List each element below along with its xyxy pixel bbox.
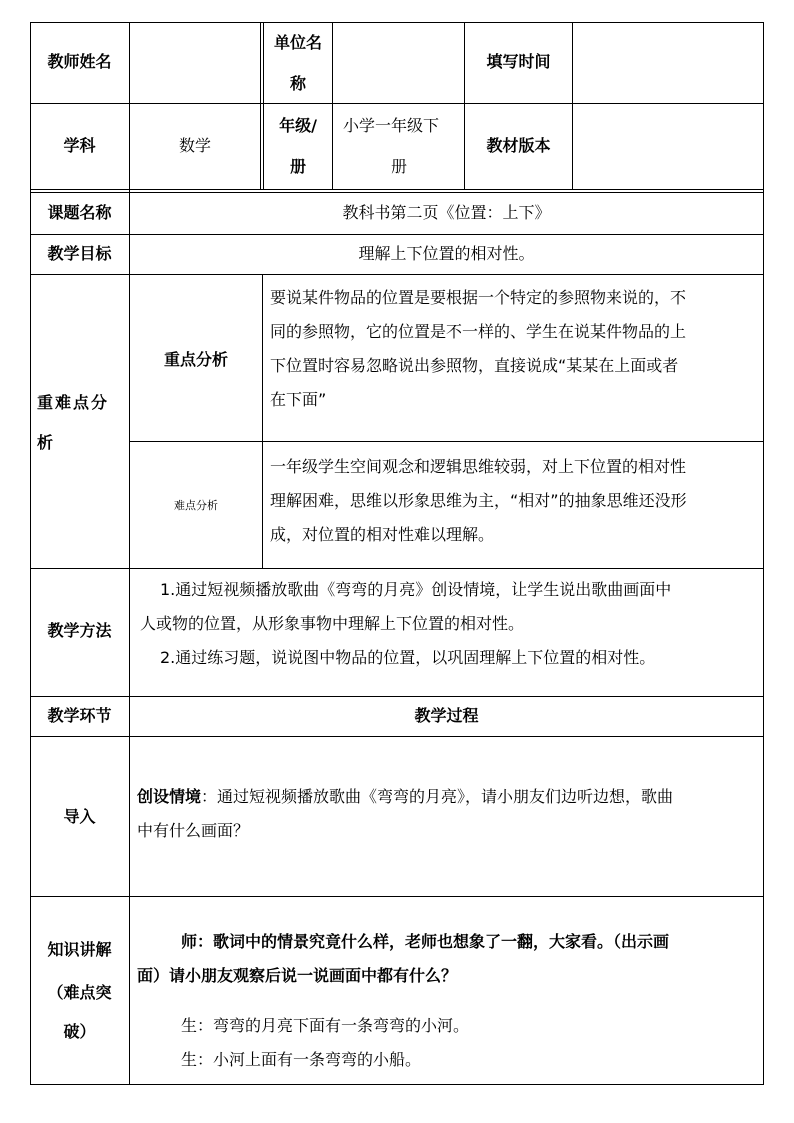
topic-value: 教科书第二页《位置：上下》 <box>342 203 551 222</box>
table-border <box>763 22 764 1085</box>
method-line: 1.通过短视频播放歌曲《弯弯的月亮》创设情境，让学生说出歌曲画面中 <box>160 580 672 599</box>
grade-label-line-2: 册 <box>289 157 306 176</box>
table-border <box>30 274 763 275</box>
key-point-label: 重点分析 <box>163 350 228 369</box>
table-border <box>30 103 763 104</box>
textbook-version-label: 教材版本 <box>486 136 551 155</box>
intro-line-1-text: ：通过短视频播放歌曲《弯弯的月亮》，请小朋友们边听边想，歌曲 <box>201 787 674 806</box>
knowledge-label-line-1: 知识讲解 <box>47 940 112 959</box>
topic-label: 课题名称 <box>47 203 112 222</box>
difficulty-label: 难点分析 <box>174 499 218 512</box>
grade-value-line-2: 册 <box>391 157 408 176</box>
difficulty-line: 理解困难，思维以形象思维为主，“相对”的抽象思维还没形 <box>270 491 687 510</box>
intro-line-2: 中有什么画面？ <box>137 821 250 840</box>
intro-content <box>137 780 762 848</box>
table-border <box>30 736 763 737</box>
table-border <box>30 568 763 569</box>
key-point-content <box>270 281 760 417</box>
analysis-label-line-2: 析 <box>37 433 54 452</box>
table-border <box>30 22 763 23</box>
subject-value: 数学 <box>178 136 211 155</box>
knowledge-label-line-2: （难点突 <box>47 983 112 1002</box>
table-border <box>30 189 763 190</box>
teacher-line: 师：歌词中的情景究竟什么样，老师也想象了一翻，大家看。（出示画 <box>181 932 670 951</box>
key-point-line: 在下面” <box>270 390 327 409</box>
grade-label-line-1: 年级/ <box>279 116 317 135</box>
table-border <box>572 22 573 189</box>
table-border <box>30 896 763 897</box>
unit-name-label-line-1: 单位名 <box>273 33 322 52</box>
objective-value: 理解上下位置的相对性。 <box>358 244 535 263</box>
table-border <box>129 22 130 1085</box>
table-border <box>30 192 763 193</box>
table-border <box>332 22 333 189</box>
knowledge-label-line-3: 破） <box>63 1022 96 1041</box>
method-line: 人或物的位置，从形象事物中理解上下位置的相对性。 <box>140 614 525 633</box>
table-border <box>30 696 763 697</box>
subject-label: 学科 <box>63 136 96 155</box>
table-border <box>129 441 763 442</box>
objective-label: 教学目标 <box>47 244 112 263</box>
method-label: 教学方法 <box>47 621 112 640</box>
table-border <box>262 274 263 568</box>
process-header: 教学过程 <box>414 706 479 725</box>
fill-time-label: 填写时间 <box>486 52 551 71</box>
step-header: 教学环节 <box>47 706 112 725</box>
table-border <box>30 234 763 235</box>
intro-lead: 创设情境 <box>137 787 202 806</box>
key-point-line: 同的参照物，它的位置是不一样的、学生在说某件物品的上 <box>270 322 687 341</box>
unit-name-label-line-2: 称 <box>289 74 306 93</box>
table-border <box>30 1084 763 1085</box>
table-border <box>464 22 465 189</box>
analysis-label-line-1: 重难点分 <box>37 393 110 412</box>
table-border <box>30 22 31 1085</box>
student-dialogue <box>181 1009 761 1077</box>
method-content <box>140 573 760 675</box>
table-border <box>260 22 261 189</box>
method-line: 2.通过练习题，说说图中物品的位置，以巩固理解上下位置的相对性。 <box>160 648 656 667</box>
difficulty-content <box>270 450 760 552</box>
teacher-dialogue <box>137 925 762 993</box>
intro-label: 导入 <box>63 807 96 826</box>
key-point-line: 下位置时容易忽略说出参照物，直接说成“某某在上面或者 <box>270 356 679 375</box>
grade-value-line-1: 小学一年级下 <box>343 116 440 135</box>
student-line: 生：小河上面有一条弯弯的小船。 <box>181 1050 422 1069</box>
teacher-name-label: 教师姓名 <box>47 52 112 71</box>
difficulty-line: 一年级学生空间观念和逻辑思维较弱，对上下位置的相对性 <box>270 457 687 476</box>
teacher-line: 面）请小朋友观察后说一说画面中都有什么？ <box>137 966 458 985</box>
intro-line <box>137 780 762 814</box>
key-point-line: 要说某件物品的位置是要根据一个特定的参照物来说的，不 <box>270 288 687 307</box>
student-line: 生：弯弯的月亮下面有一条弯弯的小河。 <box>181 1016 470 1035</box>
difficulty-line: 成，对位置的相对性难以理解。 <box>270 525 495 544</box>
